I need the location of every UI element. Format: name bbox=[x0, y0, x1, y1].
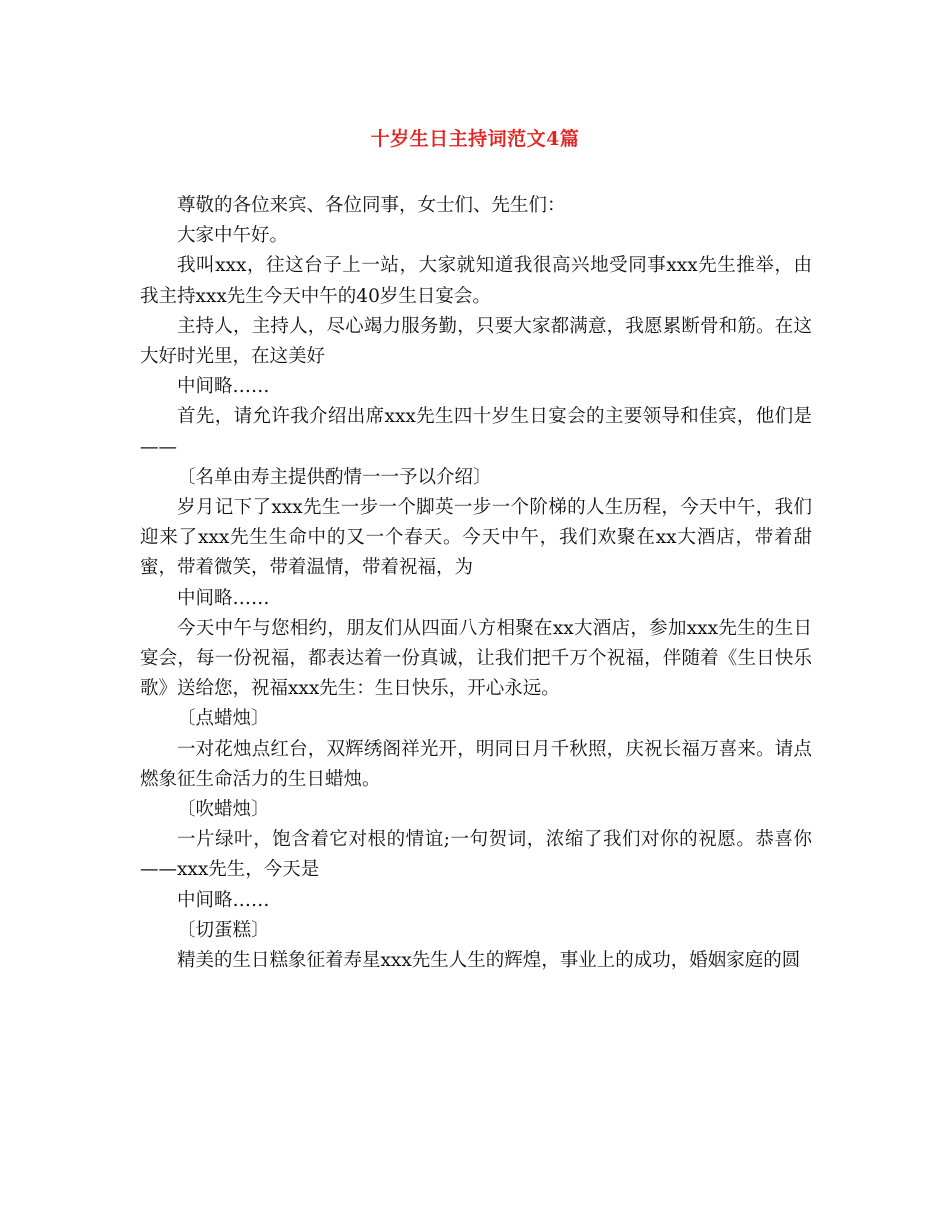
paragraph: 我叫xxx，往这台子上一站，大家就知道我很高兴地受同事xxx先生推举，由我主持xxx先生今天中午的40岁生日宴会。 bbox=[140, 255, 812, 307]
paragraph: 尊敬的各位来宾、各位同事，女士们、先生们： bbox=[177, 195, 566, 216]
paragraph: 〔名单由寿主提供酌情一一予以介绍〕 bbox=[177, 466, 492, 488]
document-body bbox=[140, 191, 812, 976]
paragraph: 大家中午好。 bbox=[177, 225, 289, 247]
paragraph: 首先，请允许我介绍出席xxx先生四十岁生日宴会的主要领导和佳宾，他们是—— bbox=[140, 406, 812, 458]
paragraph: 一对花烛点红台，双辉绣阁祥光开，明同日月千秋照，庆祝长福万喜来。请点燃象征生命活力的生日蜡烛。 bbox=[140, 738, 812, 790]
paragraph: 中间略…… bbox=[177, 376, 270, 398]
paragraph: 〔切蛋糕〕 bbox=[177, 919, 270, 941]
paragraph: 〔吹蜡烛〕 bbox=[177, 799, 270, 821]
paragraph: 中间略…… bbox=[177, 587, 270, 609]
paragraph: 中间略…… bbox=[177, 889, 270, 911]
paragraph: 岁月记下了xxx先生一步一个脚英一步一个阶梯的人生历程，今天中午，我们迎来了xxx先生生命中的又一个春天。今天中午，我们欢聚在xx大酒店，带着甜蜜，带着微笑，带着温情，带着祝福，为 bbox=[140, 497, 812, 579]
paragraph: 〔点蜡烛〕 bbox=[177, 708, 270, 730]
document-title: 十岁生日主持词范文4篇 bbox=[370, 128, 580, 150]
paragraph: 今天中午与您相约，朋友们从四面八方相聚在xx大酒店，参加xxx先生的生日宴会，每一份祝福，都表达着一份真诚，让我们把千万个祝福，伴随着《生日快乐歌》送给您，祝福xxx先生：生日快乐，开心永远。 bbox=[140, 617, 812, 700]
paragraph: 一片绿叶，饱含着它对根的情谊;一句贺词，浓缩了我们对你的祝愿。恭喜你——xxx先生，今天是 bbox=[140, 829, 812, 881]
paragraph: 主持人，主持人，尽心竭力服务勤，只要大家都满意，我愿累断骨和筋。在这大好时光里，在这美好 bbox=[140, 315, 812, 368]
paragraph: 精美的生日糕象征着寿星xxx先生人生的辉煌，事业上的成功，婚姻家庭的圆 bbox=[177, 950, 801, 972]
